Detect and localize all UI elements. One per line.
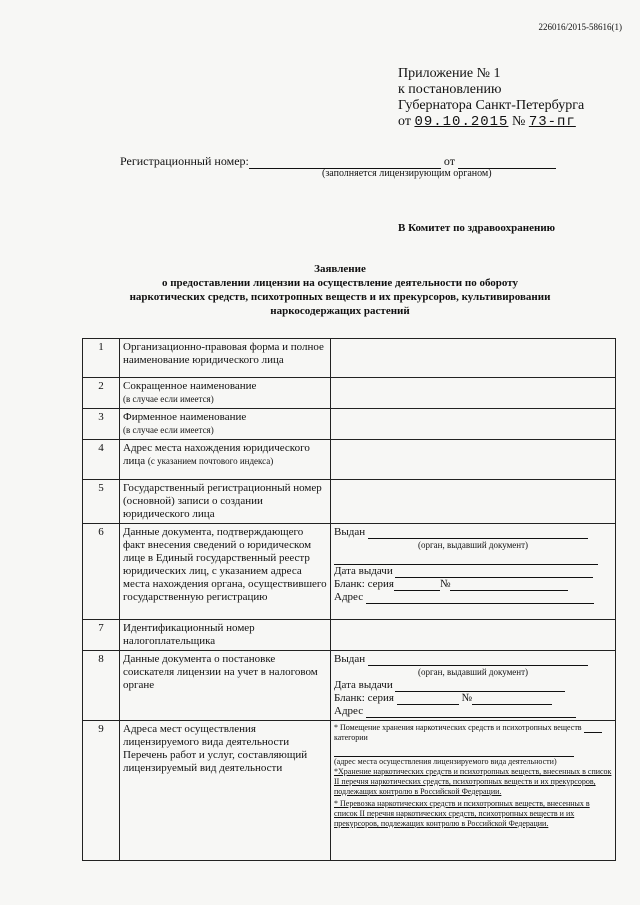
document-id: 226016/2015-58616(1) <box>538 22 622 32</box>
doc-fields-cell: Выдан (орган, выдавший документ) Дата выдачи Бланк: серия № Адрес <box>331 651 616 721</box>
table-row <box>83 378 616 409</box>
registration-note: (заполняется лицензирующим органом) <box>322 168 492 179</box>
issuer-extra-field[interactable] <box>334 554 598 565</box>
activity-address-note: (адрес места осуществления лицензируемого вида деятельности) <box>334 757 557 766</box>
address-field[interactable] <box>366 707 576 718</box>
issued-by-field[interactable] <box>368 528 588 539</box>
row-value-field[interactable] <box>331 378 616 409</box>
issue-date-field[interactable] <box>395 567 593 578</box>
row-number: 4 <box>83 440 120 480</box>
application-table <box>82 338 616 861</box>
row-label: Адреса мест осуществления лицензируемого вида деятельности Перечень работ и услуг, составляющий лицензируемый вид деятельности <box>120 721 331 861</box>
row-label: Адрес места нахождения юридического лица (с указанием почтового индекса) <box>120 440 331 480</box>
table-row <box>83 620 616 651</box>
addressee: В Комитет по здравоохранению <box>398 222 556 234</box>
row-number: 3 <box>83 409 120 440</box>
row-value-field[interactable] <box>331 409 616 440</box>
registration-label: Регистрационный номер: <box>120 154 249 168</box>
row-label: Фирменное наименование (в случае если имеется) <box>120 409 331 440</box>
appendix-date-prefix: от <box>398 114 411 129</box>
form-number-field[interactable] <box>472 694 552 705</box>
appendix-line-3: Губернатора Санкт-Петербурга <box>398 98 585 113</box>
issued-by-field[interactable] <box>368 655 588 666</box>
issue-date-field[interactable] <box>395 681 565 692</box>
row-number: 9 <box>83 721 120 861</box>
table-row <box>83 721 616 861</box>
row-value-field[interactable] <box>331 480 616 524</box>
row-label: Данные документа о постановке соискателя лицензии на учет в налоговом органе <box>120 651 331 721</box>
registration-line <box>120 154 556 169</box>
appendix-number: 73-пг <box>528 114 576 130</box>
row-number: 8 <box>83 651 120 721</box>
activity-list-cell <box>331 721 616 861</box>
row-label: Сокращенное наименование (в случае если имеется) <box>120 378 331 409</box>
table-row <box>83 524 616 620</box>
series-field[interactable] <box>397 694 459 705</box>
table-row <box>83 409 616 440</box>
storage-address-field[interactable] <box>334 748 574 757</box>
issuer-note: (орган, выдавший документ) <box>417 540 529 550</box>
registration-from-label: от <box>443 154 455 168</box>
title-line-1: Заявление <box>314 263 366 275</box>
doc-fields-cell: Выдан (орган, выдавший документ) Дата выдачи Бланк: серия № Адрес <box>331 524 616 620</box>
row-number: 6 <box>83 524 120 620</box>
table-row <box>83 440 616 480</box>
activity-item-2[interactable]: *Хранение наркотических средств и психотропных веществ, внесенных в список II перечня наркотических средств, психотропных веществ и их прекурсоров, подлежащих контролю в Российской Федерации. <box>334 767 612 796</box>
row-label: Государственный регистрационный номер (основной) записи о создании юридического лица <box>120 480 331 524</box>
form-number-field[interactable] <box>450 580 568 591</box>
appendix-line-1: Приложение № 1 <box>398 66 501 81</box>
address-field[interactable] <box>366 593 594 604</box>
table-row <box>83 480 616 524</box>
row-label: Организационно-правовая форма и полное наименование юридического лица <box>120 339 331 378</box>
row-value-field[interactable] <box>331 440 616 480</box>
appendix-date: 09.10.2015 <box>414 114 509 130</box>
title-line-2: о предоставлении лицензии на осуществление деятельности по обороту <box>161 277 519 289</box>
table-row <box>83 339 616 378</box>
appendix-num-prefix: № <box>511 114 526 129</box>
row-number: 1 <box>83 339 120 378</box>
appendix-line-2: к постановлению <box>398 82 502 97</box>
row-number: 7 <box>83 620 120 651</box>
row-value-field[interactable] <box>331 620 616 651</box>
table-row <box>83 651 616 721</box>
appendix-block <box>398 66 584 130</box>
series-field[interactable] <box>394 580 440 591</box>
row-value-field[interactable] <box>331 339 616 378</box>
activity-item-3[interactable]: * Перевозка наркотических средств и психотропных веществ, внесенных в список II перечня наркотических средств, психотропных веществ и их прекурсоров, подлежащих контролю в Российской Федерации. <box>334 799 590 828</box>
activity-item-1: * Помещение хранения наркотических средств и психотропных веществ категории <box>334 723 612 743</box>
title-line-3: наркотических средств, психотропных веществ и их прекурсоров, культивировании <box>129 291 551 303</box>
row-number: 5 <box>83 480 120 524</box>
title-line-4: наркосодержащих растений <box>270 305 410 317</box>
issuer-note: (орган, выдавший документ) <box>417 667 529 677</box>
row-label: Идентификационный номер налогоплательщика <box>120 620 331 651</box>
row-label: Данные документа, подтверждающего факт внесения сведений о юридическом лице в Единый государственный реестр юридических лиц, с указанием адреса места нахождения органа, осуществившего государственную регистрацию <box>120 524 331 620</box>
appendix-date-line <box>398 114 584 130</box>
row-number: 2 <box>83 378 120 409</box>
document-title <box>100 262 580 318</box>
